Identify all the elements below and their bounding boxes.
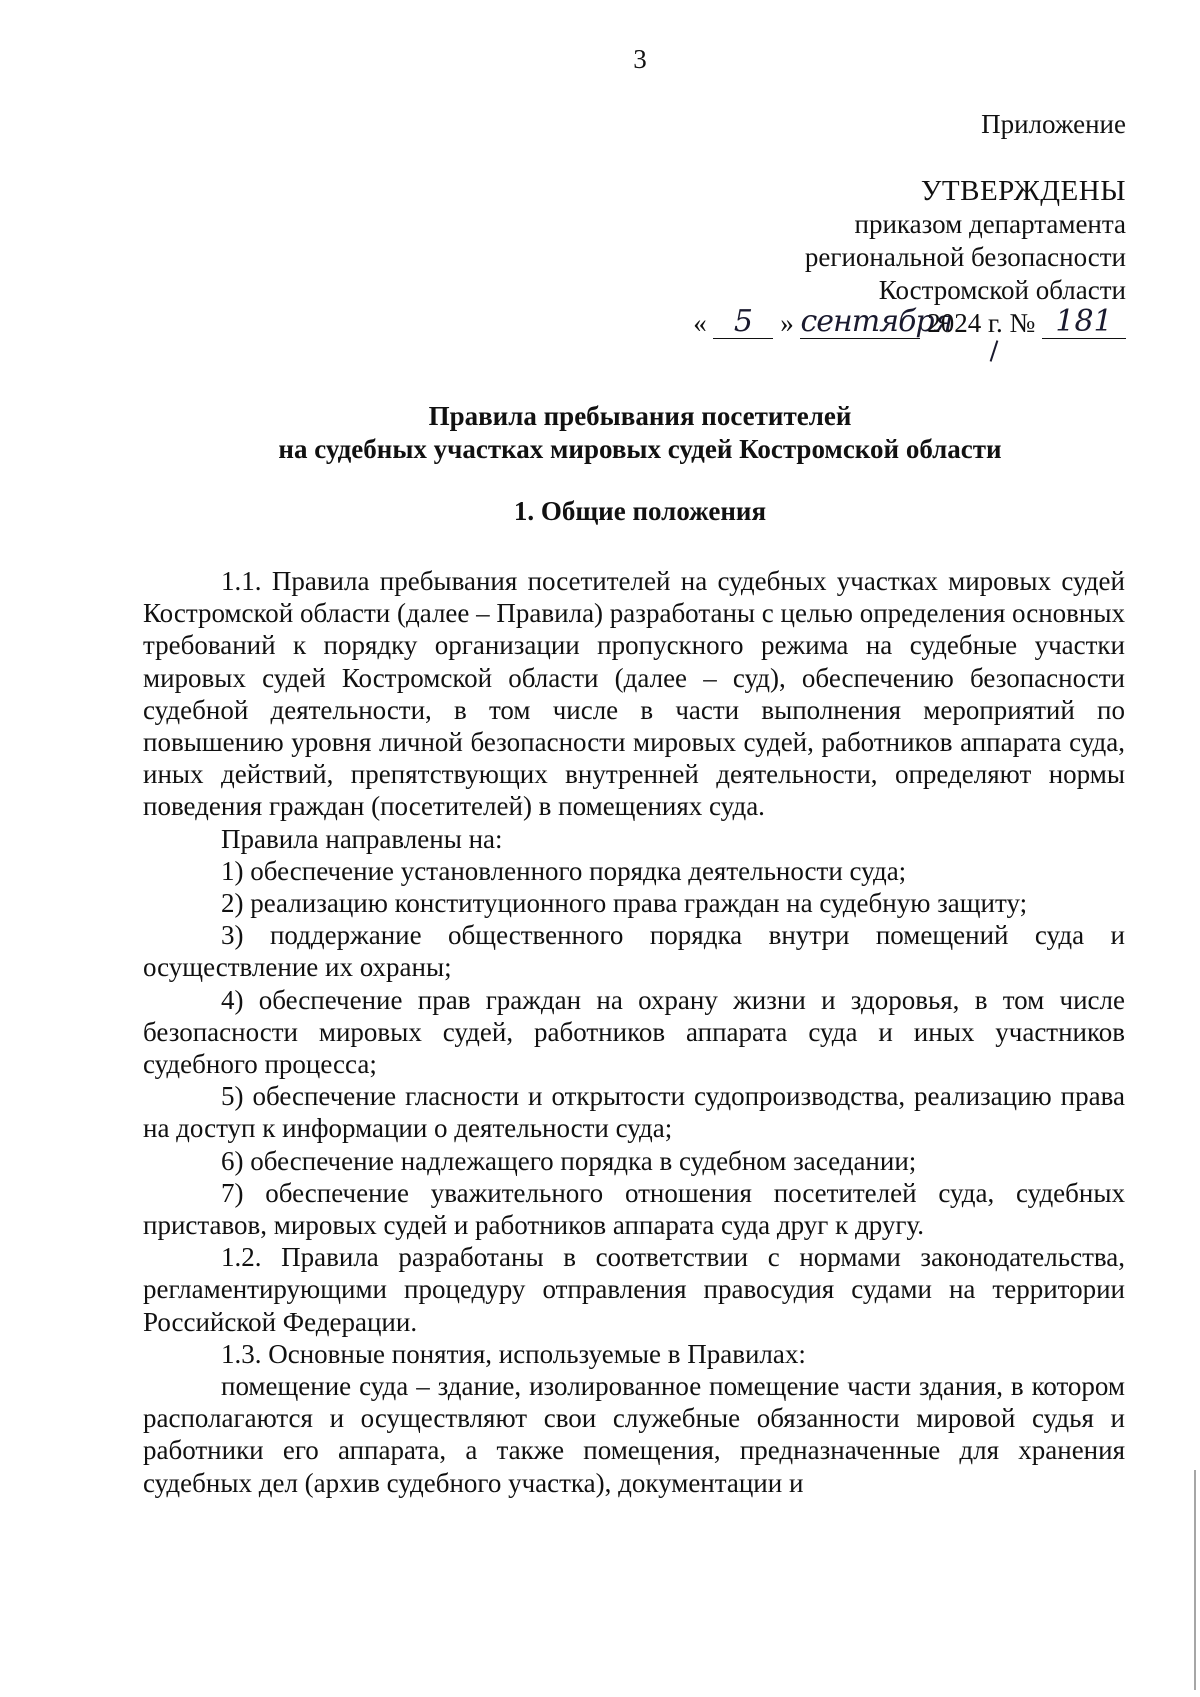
- date-open-quote: «: [693, 308, 707, 338]
- document-title: [0, 400, 1200, 466]
- paragraph: 1.1. Правила пребывания посетителей на судебных участках мировых судей Костромской области (далее – Правила) разработаны с целью определения основных требований к порядку организации пропускного режима на судебные участки мировых судей Костромской области (далее – суд), обеспечению безопасности судебной деятельности, в том числе в части выполнения мероприятий по повышению уровня личной безопасности мировых судей, работников аппарата суда, иных действий, препятствующих внутренней деятельности, определяют нормы поведения граждан (посетителей) в помещениях суда.: [143, 566, 1125, 822]
- list-item: 3) поддержание общественного порядка внутри помещений суда и осуществление их охраны;: [143, 920, 1125, 983]
- approval-block: [805, 108, 1126, 307]
- paragraph: 1.3. Основные понятия, используемые в Правилах:: [221, 1338, 806, 1369]
- paragraph: помещение суда – здание, изолированное помещение части здания, в котором располагаются и осуществляют свои служебные обязанности мировой судья и работники его аппарата, а также помещения, предназначенные для хранения судебных дел (архив судебного участка), документации и: [143, 1371, 1125, 1498]
- title-line: на судебных участках мировых судей Костромской области: [278, 434, 1002, 464]
- list-item: 2) реализацию конституционного права граждан на судебную защиту;: [221, 888, 1028, 919]
- scan-artifact-line: [1194, 1470, 1196, 1690]
- approval-line: региональной безопасности: [804, 242, 1126, 272]
- paragraph: 1.2. Правила разработаны в соответствии с нормами законодательства, регламентирующими процедуру отправления правосудия судами на территории Российской Федерации.: [143, 1242, 1125, 1337]
- list-item: 4) обеспечение прав граждан на охрану жизни и здоровья, в том числе безопасности мировых судей, работников аппарата суда и иных участников судебного процесса;: [143, 984, 1125, 1080]
- page-number: 3: [633, 44, 647, 74]
- handwritten-month: сентября: [800, 304, 953, 339]
- date-year: 2024 г. №: [927, 308, 1036, 338]
- list-item: 1) обеспечение установленного порядка деятельности суда;: [221, 855, 907, 886]
- approval-line: приказом департамента: [854, 209, 1126, 239]
- handwritten-order-number: 181: [1042, 306, 1126, 339]
- title-line: Правила пребывания посетителей: [428, 401, 852, 431]
- list-item: 6) обеспечение надлежащего порядка в судебном заседании;: [221, 1145, 917, 1176]
- section-heading: 1. Общие положения: [513, 496, 767, 526]
- approval-line: Костромской области: [878, 275, 1126, 305]
- approved-heading: УТВЕРЖДЕНЫ: [920, 175, 1126, 207]
- list-item: 5) обеспечение гласности и открытости судопроизводства, реализацию права на доступ к информации о деятельности суда;: [143, 1081, 1125, 1144]
- date-close-quote: »: [780, 308, 794, 338]
- appendix-label: Приложение: [981, 109, 1126, 139]
- document-body: [143, 565, 1125, 1499]
- handwritten-day: 5: [713, 306, 773, 339]
- list-item: 7) обеспечение уважительного отношения посетителей суда, судебных приставов, мировых судей и работников аппарата суда друг к другу.: [143, 1177, 1125, 1241]
- paragraph: Правила направлены на:: [221, 823, 503, 854]
- order-date-line: [693, 306, 1126, 344]
